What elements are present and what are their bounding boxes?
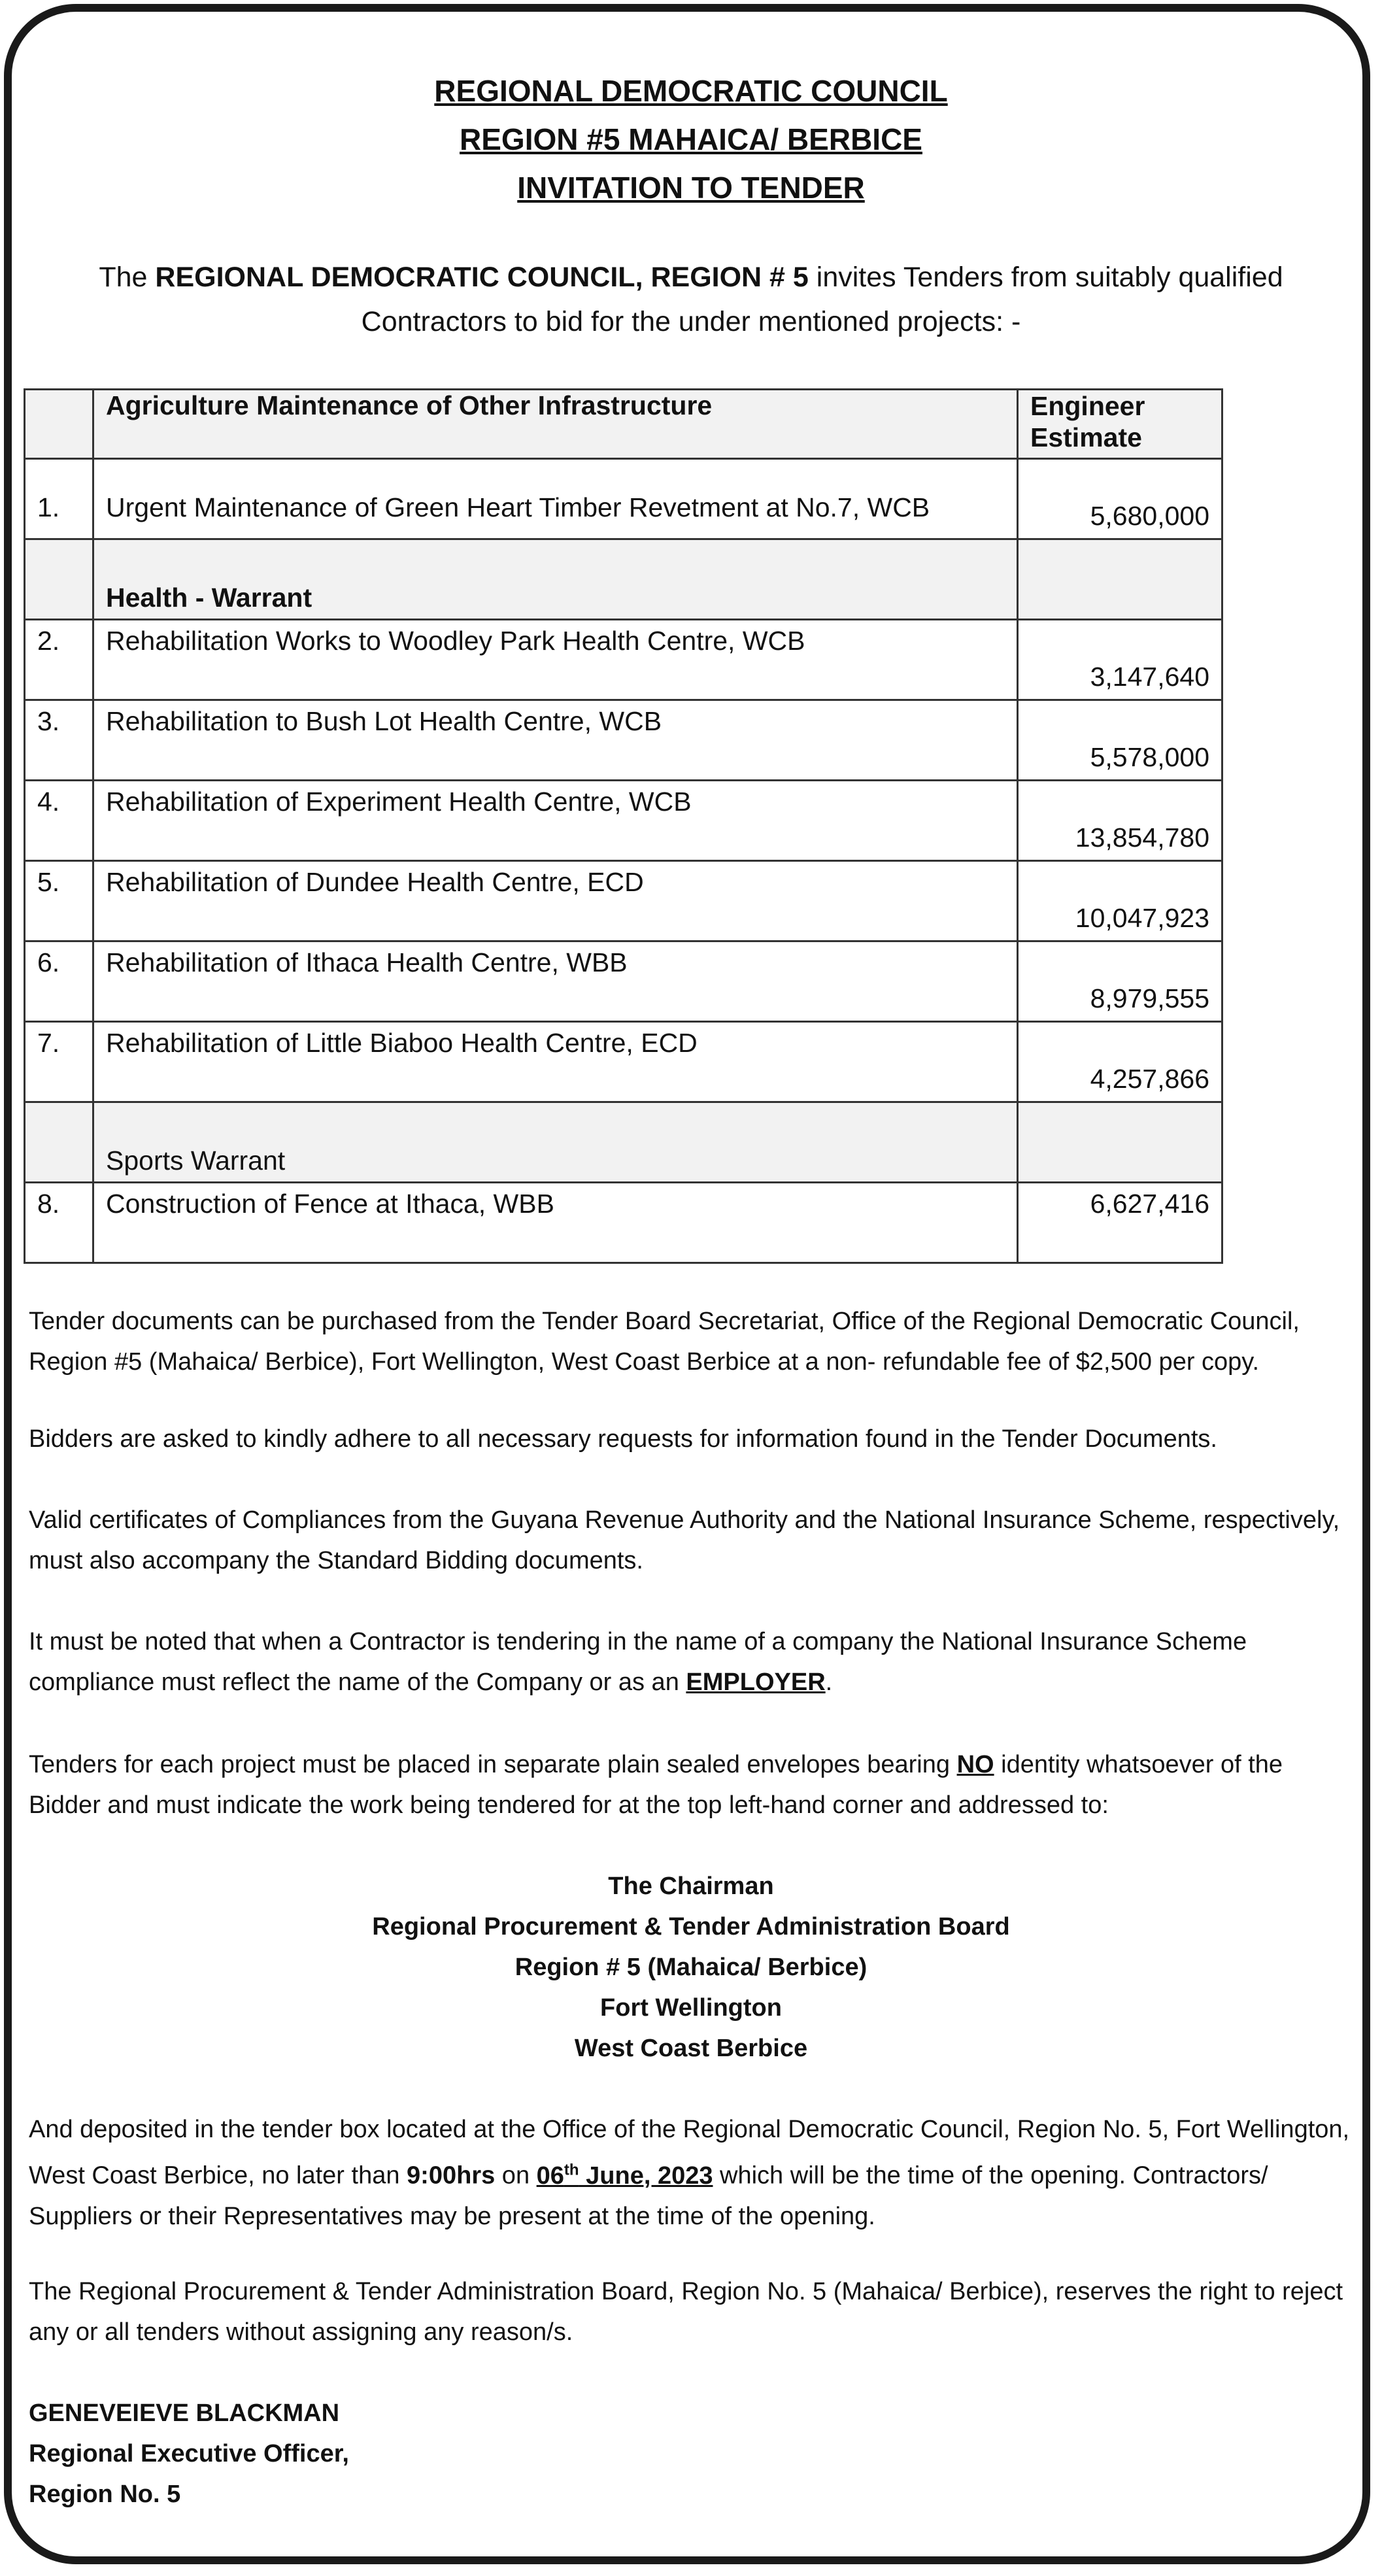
section-row-health: Health - Warrant (25, 539, 1222, 620)
intro-paragraph: The REGIONAL DEMOCRATIC COUNCIL, REGION # 5 invites Tenders from suitably qualified Contractors to bid for the under mentioned projects: - (99, 262, 1283, 337)
tender-table (24, 388, 1223, 1264)
table-row: 1. Urgent Maintenance of Green Heart Timber Revetment at No.7, WCB 5,680,000 (25, 459, 1222, 539)
paragraph-purchase: Tender documents can be purchased from the Tender Board Secretariat, Office of the Regional Democratic Council, Region #5 (Mahaica/ Berbice), Fort Wellington, West Coast Berbice at a non- refundable fee of $2,500 per copy. (29, 1308, 1300, 1376)
table-row: 3. Rehabilitation to Bush Lot Health Centre, WCB 5,578,000 (25, 700, 1222, 781)
header-description: Agriculture Maintenance of Other Infrastructure (93, 390, 1018, 459)
address-block: The Chairman Regional Procurement & Tender Administration Board Region # 5 (Mahaica/ Berbice) Fort Wellington West Coast Berbice (372, 1873, 1010, 2062)
paragraph-envelopes: Tenders for each project must be placed in separate plain sealed envelopes bearing NO identity whatsoever of the Bidder and must indicate the work being tendered for at the top left-hand corner and addressed to: (29, 1751, 1283, 1819)
table-row: 2. Rehabilitation Works to Woodley Park Health Centre, WCB 3,147,640 (25, 620, 1222, 700)
signatory-title: Regional Executive Officer, (29, 2440, 349, 2467)
paragraph-certificates: Valid certificates of Compliances from the Guyana Revenue Authority and the National Insurance Scheme, respectively, must also accompany the Standard Bidding documents. (29, 1506, 1340, 1574)
table-row: 7. Rehabilitation of Little Biaboo Health Centre, ECD 4,257,866 (25, 1022, 1222, 1102)
signatory-name: GENEVEIEVE BLACKMAN (29, 2399, 340, 2427)
table-row: 5. Rehabilitation of Dundee Health Centre, ECD 10,047,923 (25, 861, 1222, 941)
paragraph-company: It must be noted that when a Contractor is tendering in the name of a company the National Insurance Scheme compliance must reflect the name of the Company or as an EMPLOYER. (29, 1628, 1247, 1696)
table-row: 8. Construction of Fence at Ithaca, WBB 6,627,416 (25, 1183, 1222, 1263)
table-row: 4. Rehabilitation of Experiment Health Centre, WCB 13,854,780 (25, 781, 1222, 861)
document-title: INVITATION TO TENDER (517, 171, 865, 205)
section-row-sports: Sports Warrant (25, 1102, 1222, 1183)
paragraph-reserve-right: The Regional Procurement & Tender Administration Board, Region No. 5 (Mahaica/ Berbice), reserves the right to reject any or all tenders without assigning any reason/s. (29, 2278, 1343, 2346)
paragraph-adhere: Bidders are asked to kindly adhere to all necessary requests for information found in the Tender Documents. (29, 1425, 1217, 1453)
region-title: REGION #5 MAHAICA/ BERBICE (460, 122, 922, 156)
paragraph-deposit: And deposited in the tender box located at the Office of the Regional Democratic Council, Region No. 5, Fort Wellington, West Coast Berbice, no later than 9:00hrs on 06th June, 2023 which will be the time of the opening. Contractors/ Suppliers or their Representatives may be present at the time of the opening. (29, 2116, 1350, 2230)
signatory-region: Region No. 5 (29, 2481, 181, 2508)
council-title: REGIONAL DEMOCRATIC COUNCIL (434, 74, 948, 108)
table-header-row (25, 390, 1222, 459)
table-row: 6. Rehabilitation of Ithaca Health Centre, WBB 8,979,555 (25, 941, 1222, 1022)
signature-block (29, 2393, 349, 2515)
header-estimate: Engineer Estimate (1018, 390, 1222, 459)
